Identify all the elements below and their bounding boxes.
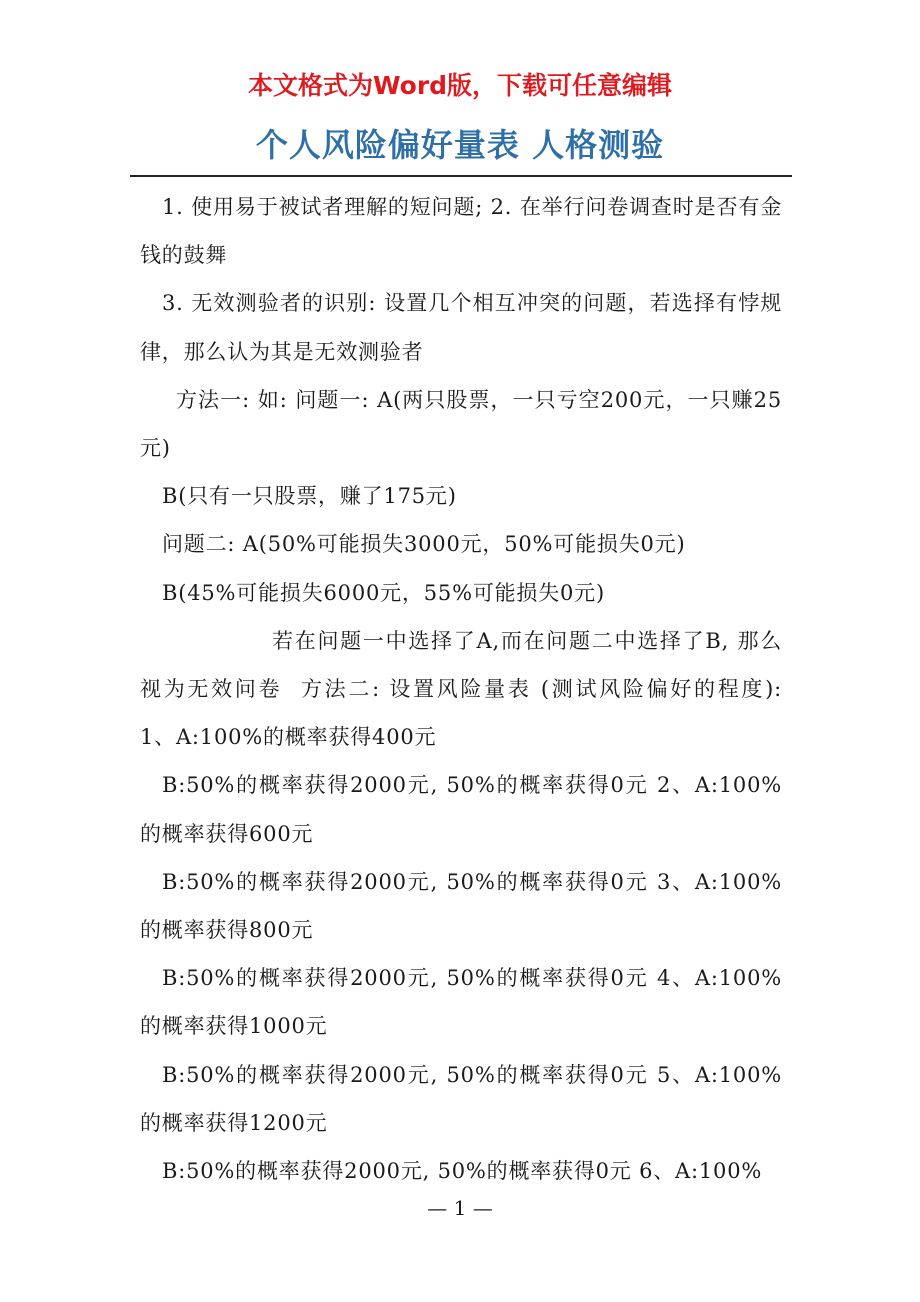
- format-notice-banner: 本文格式为Word版，下载可任意编辑: [247, 71, 673, 100]
- document-body: [140, 183, 902, 1195]
- paragraph-method-two: 若在问题一中选择了A,而在问题二中选择了B, 那么视为无效问卷 方法二: 设置风险量表 (测试风险偏好的程度): 1、A:100%的概率获得400元: [140, 628, 902, 750]
- paragraph-option-b2: B(45%可能损失6000元，55%可能损失0元): [162, 580, 605, 605]
- title-divider: [130, 175, 792, 177]
- page-number: — 1 —: [427, 1196, 493, 1220]
- paragraph-option-b1: B(只有一只股票，赚了175元): [162, 484, 457, 509]
- paragraph-method-one: 方法一: 如: 问题一: A(两只股票，一只亏空200元，一只赚25元): [140, 387, 782, 461]
- paragraph-invalid-respondent: 3. 无效测验者的识别: 设置几个相互冲突的问题，若选择有悖规律，那么认为其是无效测验者: [140, 291, 782, 364]
- paragraph-usage-rules: 1. 使用易于被试者理解的短问题; 2. 在举行问卷调查时是否有金钱的鼓舞: [140, 195, 782, 268]
- paragraph-scale-item: B:50%的概率获得2000元, 50%的概率获得0元 4、A:100%的概率获得1000元: [140, 966, 782, 1039]
- paragraph-scale-item: B:50%的概率获得2000元, 50%的概率获得0元 5、A:100%的概率获得1200元: [140, 1062, 782, 1135]
- paragraph-scale-item: B:50%的概率获得2000元, 50%的概率获得0元 6、A:100%: [162, 1159, 763, 1184]
- paragraph-scale-item: B:50%的概率获得2000元, 50%的概率获得0元 3、A:100%的概率获得800元: [140, 869, 782, 943]
- paragraph-question-two: 问题二: A(50%可能损失3000元，50%可能损失0元): [162, 532, 686, 557]
- paragraph-scale-item: B:50%的概率获得2000元, 50%的概率获得0元 2、A:100%的概率获得600元: [140, 773, 782, 846]
- document-title: 个人风险偏好量表 人格测验: [255, 126, 665, 164]
